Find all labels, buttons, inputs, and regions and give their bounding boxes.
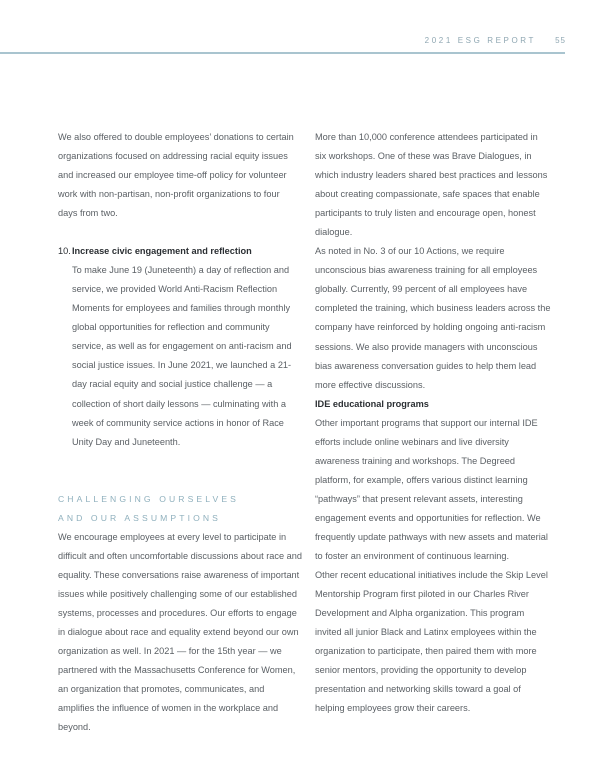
section-paragraph: We encourage employees at every level to participate in difficult and often uncomfortable discussions about race and equality. These conversations raise awareness of important issues while positively challenging some of our established systems, processes and procedures. Our efforts to engage in dialogue about race and equality extend beyond our own organization as well. In 2021 — for the 15th year — we partnered with the Massachusetts Conference for Women, an organization that promotes, communicates, and amplifies the influence of women in the workplace and beyond. (58, 531, 302, 733)
intro-paragraph: We also offered to double employees’ donations to certain organizations focused on addressing racial equity issues and increased our employee time-off policy for volunteer work with non-partisan, non-profit organizations to four days from two. (58, 132, 294, 219)
item-body: To make June 19 (Juneteenth) a day of reflection and service, we provided World Anti-Racism Reflection Moments for employees and families through monthly global opportunities for reflection and community service, as well as for engagement on anti-racism and social justice issues. In June 2021, we launched a 21-day racial equity and social justice challenge — a collection of short daily lessons — culminating with a week of community service actions in honor of Race Unity Day and Juneteenth. (72, 265, 292, 447)
conference-paragraph: More than 10,000 conference attendees participated in six workshops. One of these was Brave Dialogues, in which industry leaders shared best practices and lessons about creating compassionate, safe spaces that enable participants to truly listen and encourage open, honest dialogue. (315, 132, 548, 238)
section-heading-line: CHALLENGING OURSELVES (58, 493, 239, 504)
section-heading (58, 490, 294, 528)
header-divider (0, 52, 565, 54)
item-number: 10. (58, 246, 71, 257)
right-column (315, 128, 551, 718)
section-heading-line: AND OUR ASSUMPTIONS (58, 512, 221, 523)
mentorship-paragraph: Other recent educational initiatives include the Skip Level Mentorship Program first piloted in our Charles River Development and Alpha organization. This program invited all junior Black and Latinx employees within the organization to participate, then paired them with more senior mentors, providing the opportunity to develop presentation and networking skills toward a goal of helping employees grow their careers. (315, 570, 548, 714)
item-title: Increase civic engagement and reflection (72, 246, 252, 257)
report-title: 2021 ESG REPORT (424, 36, 536, 45)
programs-paragraph: Other important programs that support our internal IDE efforts include online webinars and live diversity awareness training and workshops. The Degreed platform, for example, offers various distinct learning “pathways” that present relevant assets, interesting engagement events and opportunities for reflection. We frequently update pathways with new assets and material to foster an environment of continuous learning. (315, 417, 548, 562)
training-paragraph: As noted in No. 3 of our 10 Actions, we require unconscious bias awareness training for all employees globally. Currently, 99 percent of all employees have completed the training, which business leaders across the company have reinforced by holding ongoing anti-racism sessions. We also provide managers with unconscious bias awareness conversation guides to help them lead more effective discussions. (315, 246, 551, 390)
page-number: 55 (555, 36, 566, 45)
left-column (58, 128, 302, 737)
page-header (0, 0, 600, 60)
sub-heading: IDE educational programs (315, 398, 429, 409)
action-item-10 (58, 242, 294, 452)
